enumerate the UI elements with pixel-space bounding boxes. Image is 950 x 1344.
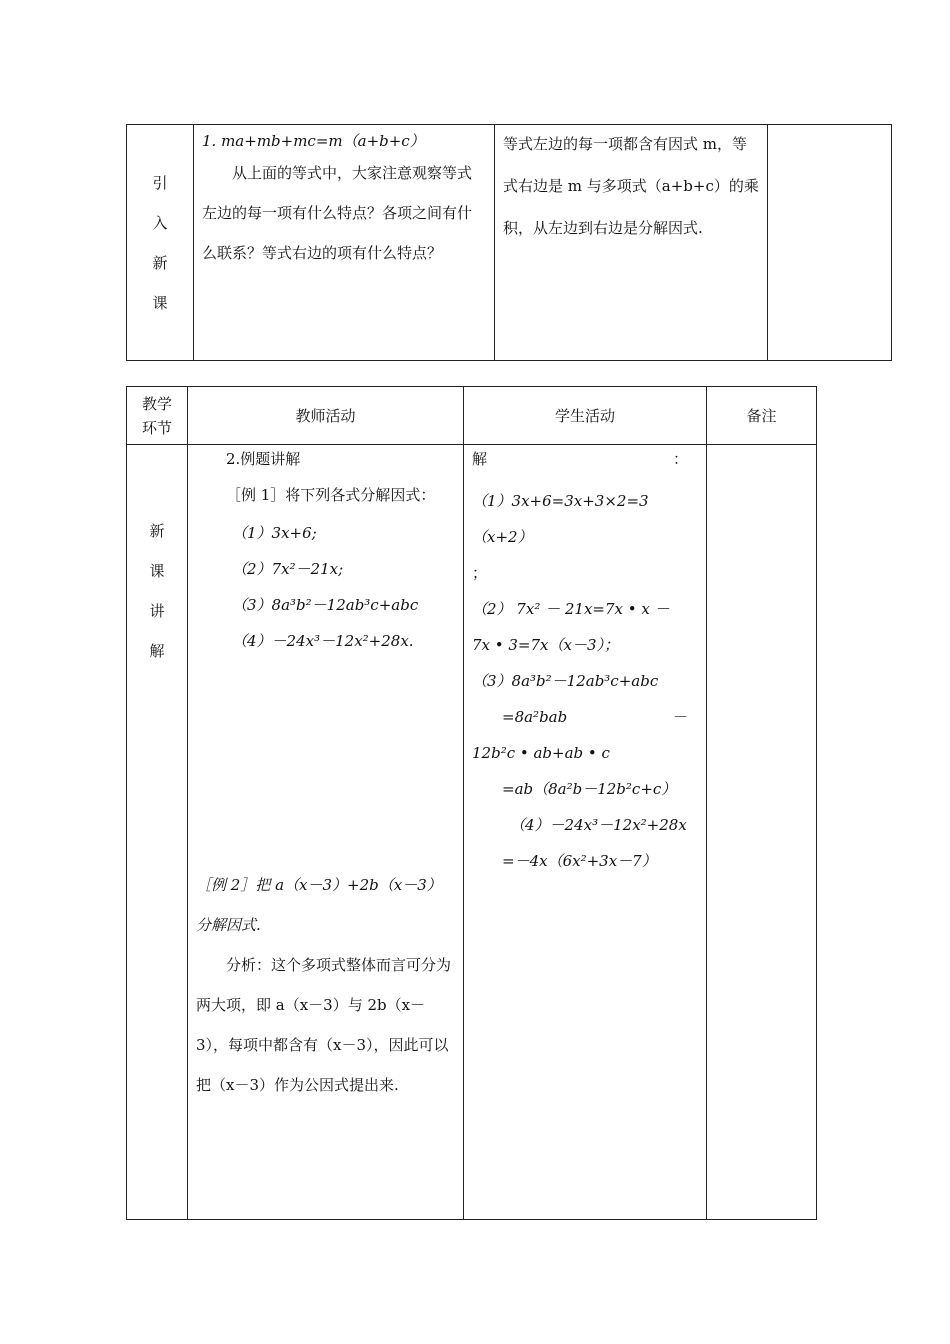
header-section [127,387,188,445]
section-label-line1: 引 入 [152,173,180,232]
solution-3c: 12b²c • ab+ab • c [472,744,610,762]
header-section-line2: 环节 [141,418,172,437]
solution-3b-dash: － [672,708,688,726]
header-teacher: 教师活动 [188,387,464,445]
note-cell [768,125,892,361]
example-title: 2.例题讲解 [226,450,301,468]
section-label-line2: 新 课 [152,253,180,312]
header-student: 学生活动 [464,387,707,445]
solution-2a: （2） 7x² － 21x=7x • x － [472,600,670,618]
solution-2b: 7x • 3=7x（x－3）； [472,636,620,654]
section-cell [127,445,188,1220]
teacher-question: 从上面的等式中，大家注意观察等式左边的每一项有什么特点？各项之间有什么联系？等式右边的项有什么特点？ [202,164,473,262]
section-label-line1: 新 课 [149,522,177,580]
student-cell [495,125,768,361]
student-answer: 等式左边的每一项都含有因式 m，等式右边是 m 与多项式（a+b+c）的乘积，从左边到右边是分解因式. [503,135,759,237]
example1-item-2: （2）7x²－21x; [232,560,344,578]
solution-label: 解 [472,450,488,468]
solution-3a: （3）8a³b²－12ab³c+abc [472,672,659,690]
example1-item-3: （3）8a³b²－12ab³c+abc [232,596,419,614]
section-cell [127,125,194,361]
lesson-table [126,386,817,1220]
teacher-cell [188,445,464,1220]
note-cell [707,445,817,1220]
solution-header [472,447,698,471]
solution-3b-expr: =8a²bab [502,708,568,726]
example1-item-1: （1）3x+6; [232,524,317,542]
example1-prompt: ［例 1］将下列各式分解因式： [226,486,436,504]
header-section-line1: 教学 [141,394,172,413]
solution-colon: ： [672,450,688,468]
header-note: 备注 [707,387,817,445]
student-cell [464,445,707,1220]
teacher-cell [194,125,495,361]
example2-prompt: ［例 2］把 a（x－3）+2b（x－3）分解因式. [196,876,442,934]
intro-table [126,124,892,361]
spacer [196,659,455,865]
equation-line: 1. ma+mb+mc=m（a+b+c） [202,132,425,150]
solution-1: （1）3x+6=3x+3×2=3（x+2） [472,492,649,546]
solution-3b [472,699,698,735]
section-label-line2: 讲 解 [149,602,177,660]
solution-3d: =ab（8a²b－12b²c+c） [502,780,677,798]
solution-1-end: ； [472,564,488,582]
solution-4a: （4）－24x³－12x²+28x [510,816,687,834]
example2-analysis: 分析：这个多项式整体而言可分为两大项，即 a（x－3）与 2b（x－3），每项中都含有（x－3），因此可以把（x－3）作为公因式提出来. [196,956,452,1094]
solution-4b: =－4x（6x²+3x－7） [502,852,657,870]
example1-item-4: （4）－24x³－12x²+28x. [232,632,414,650]
